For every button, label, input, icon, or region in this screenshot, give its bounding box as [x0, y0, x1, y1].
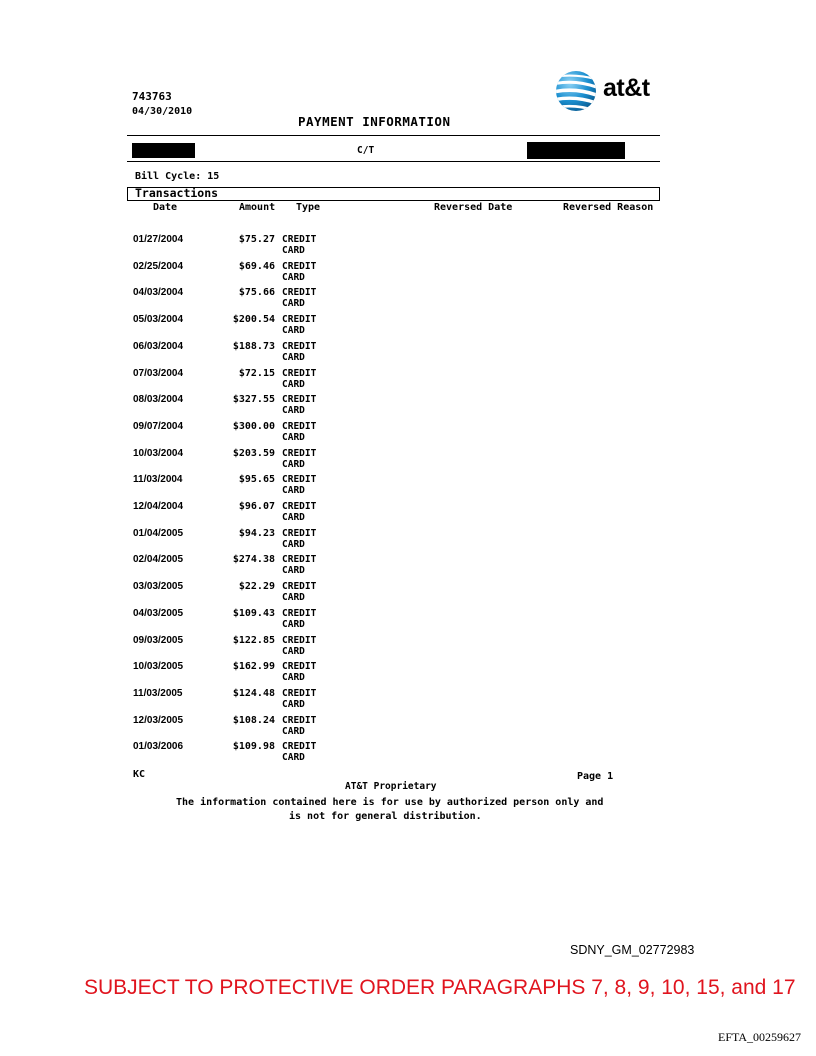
- row-type: CREDIT CARD: [282, 394, 317, 417]
- row-date: 12/03/2005: [133, 714, 184, 726]
- row-amount: $96.07: [238, 501, 275, 512]
- row-date: 01/03/2006: [133, 741, 184, 753]
- row-amount: $75.27: [238, 234, 275, 245]
- row-type: CREDIT CARD: [282, 687, 317, 710]
- att-logo-text: at&t: [603, 74, 650, 102]
- transactions-section-label: Transactions: [135, 186, 219, 200]
- row-type: CREDIT CARD: [282, 287, 317, 310]
- row-amount: $109.43: [232, 607, 275, 619]
- row-date: 04/03/2004: [133, 287, 184, 299]
- row-amount: $94.23: [238, 527, 275, 539]
- row-date: 04/03/2005: [133, 607, 184, 619]
- row-amount: $327.55: [232, 394, 275, 406]
- protective-order-notice: SUBJECT TO PROTECTIVE ORDER PARAGRAPHS 7, 8, 9, 10, 15, and 17: [84, 976, 796, 999]
- row-date: 01/27/2004: [133, 234, 184, 245]
- row-date: 06/03/2004: [133, 340, 184, 352]
- row-amount: $274.38: [232, 554, 275, 566]
- row-amount: $75.66: [238, 287, 275, 299]
- att-logo: [551, 66, 661, 116]
- row-type: CREDIT CARD: [282, 741, 317, 764]
- footer-initials: KC: [133, 769, 146, 780]
- row-date: 02/25/2004: [133, 260, 184, 272]
- att-globe-icon: [553, 68, 599, 114]
- footer-notice-line-1: The information contained here is for use by authorized person only and: [176, 797, 604, 808]
- row-amount: $188.73: [232, 340, 275, 352]
- column-header-type: Type: [296, 202, 321, 213]
- page-title: PAYMENT INFORMATION: [298, 114, 451, 129]
- column-header-reversed-reason: Reversed Reason: [563, 202, 654, 213]
- row-type: CREDIT CARD: [282, 234, 317, 256]
- efta-number: EFTA_00259627: [718, 1030, 802, 1044]
- row-date: 07/03/2004: [133, 367, 184, 379]
- footer-notice-line-2: is not for general distribution.: [289, 811, 482, 822]
- row-date: 03/03/2005: [133, 581, 184, 593]
- row-type: CREDIT CARD: [282, 367, 317, 390]
- row-amount: $95.65: [238, 474, 275, 486]
- row-type: CREDIT CARD: [282, 447, 317, 470]
- row-type: CREDIT CARD: [282, 607, 317, 630]
- row-type: CREDIT CARD: [282, 661, 317, 684]
- row-date: 12/04/2004: [133, 501, 184, 512]
- document-number: 743763: [132, 90, 172, 103]
- column-header-date: Date: [153, 202, 178, 213]
- row-date: 08/03/2004: [133, 394, 184, 406]
- row-amount: $22.29: [238, 581, 275, 593]
- account-type-label: C/T: [357, 145, 375, 156]
- bill-cycle: Bill Cycle: 15: [135, 171, 220, 182]
- row-type: CREDIT CARD: [282, 501, 317, 523]
- header-rule-bottom: [127, 161, 660, 162]
- row-type: CREDIT CARD: [282, 314, 317, 337]
- row-amount: $200.54: [232, 314, 275, 326]
- row-type: CREDIT CARD: [282, 260, 317, 283]
- row-date: 05/03/2004: [133, 314, 184, 326]
- row-type: CREDIT CARD: [282, 554, 317, 577]
- row-type: CREDIT CARD: [282, 420, 317, 443]
- row-amount: $300.00: [232, 420, 275, 432]
- footer-proprietary: AT&T Proprietary: [345, 781, 437, 792]
- document-date: 04/30/2010: [132, 106, 193, 117]
- footer-page-number: Page 1: [577, 771, 614, 782]
- row-date: 01/04/2005: [133, 527, 184, 539]
- row-date: 10/03/2004: [133, 447, 184, 459]
- row-type: CREDIT CARD: [282, 527, 317, 550]
- redaction-block-left: [132, 143, 195, 158]
- row-type: CREDIT CARD: [282, 714, 317, 737]
- row-date: 11/03/2004: [133, 474, 183, 486]
- row-type: CREDIT CARD: [282, 634, 317, 657]
- column-header-amount: Amount: [239, 202, 276, 213]
- row-amount: $124.48: [232, 687, 275, 699]
- row-amount: $108.24: [232, 714, 275, 726]
- row-date: 11/03/2005: [133, 687, 183, 699]
- row-type: CREDIT CARD: [282, 474, 317, 497]
- redaction-block-right: [527, 142, 625, 159]
- header-rule-top: [127, 135, 660, 136]
- row-date: 10/03/2005: [133, 661, 184, 673]
- row-date: 09/07/2004: [133, 420, 184, 432]
- row-type: CREDIT CARD: [282, 340, 317, 363]
- row-amount: $109.98: [232, 741, 275, 753]
- row-type: CREDIT CARD: [282, 581, 317, 604]
- row-amount: $203.59: [232, 447, 275, 459]
- column-header-reversed-date: Reversed Date: [434, 202, 513, 213]
- row-amount: $72.15: [238, 367, 275, 379]
- row-date: 02/04/2005: [133, 554, 184, 566]
- row-date: 09/03/2005: [133, 634, 184, 646]
- row-amount: $122.85: [232, 634, 275, 646]
- row-amount: $69.46: [238, 260, 275, 272]
- bates-number: SDNY_GM_02772983: [570, 943, 695, 957]
- row-amount: $162.99: [232, 661, 275, 673]
